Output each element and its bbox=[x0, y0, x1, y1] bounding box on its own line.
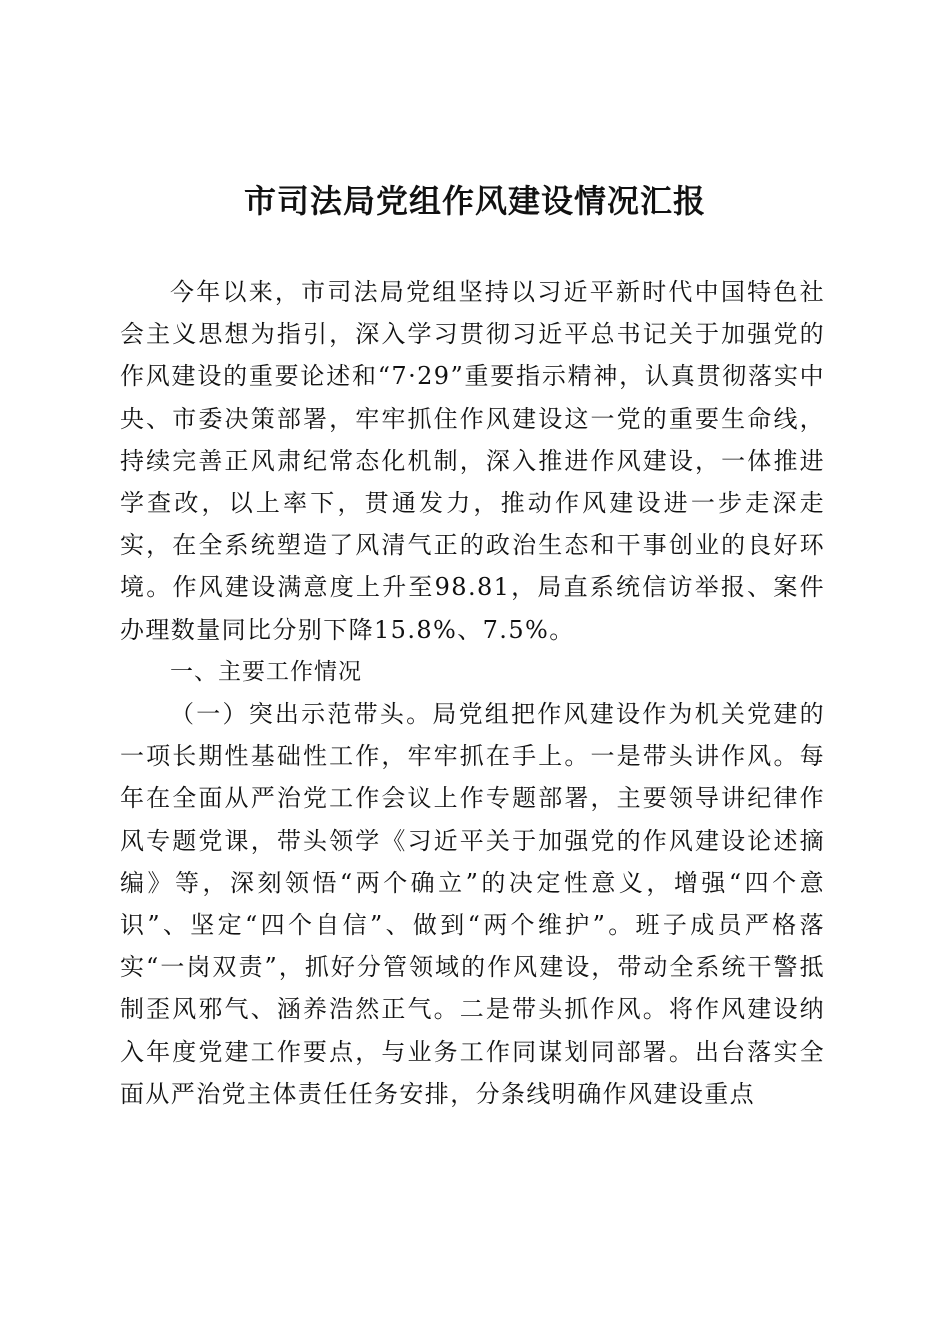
section-heading-main-work: 一、主要工作情况 bbox=[170, 658, 362, 685]
intro-paragraph: 今年以来，市司法局党组坚持以习近平新时代中国特色社会主义思想为指引，深入学习贯彻习近平总书记关于加强党的作风建设的重要论述和“7·29”重要指示精神，认真贯彻落实中央、市委决策部署，牢牢抓住作风建设这一党的重要生命线，持续完善正风肃纪常态化机制，深入推进作风建设，一体推进学查改，以上率下，贯通发力，推动作风建设进一步走深走实，在全系统塑造了风清气正的政治生态和干事创业的良好环境。作风建设满意度上升至98.81，局直系统信访举报、案件办理数量同比分别下降15.8%、7.5%。 bbox=[120, 278, 825, 644]
section-paragraph-exemplary-lead: （一）突出示范带头。局党组把作风建设作为机关党建的一项长期性基础性工作，牢牢抓在手上。一是带头讲作风。每年在全面从严治党工作会议上作专题部署，主要领导讲纪律作风专题党课，带头领学《习近平关于加强党的作风建设论述摘编》等，深刻领悟“两个确立”的决定性意义，增强“四个意识”、坚定“四个自信”、做到“两个维护”。班子成员严格落实“一岗双责”，抓好分管领域的作风建设，带动全系统干警抵制歪风邪气、涵养浩然正气。二是带头抓作风。将作风建设纳入年度党建工作要点，与业务工作同谋划同部署。出台落实全面从严治党主体责任任务安排，分条线明确作风建设重点 bbox=[120, 700, 825, 1108]
document-title: 市司法局党组作风建设情况汇报 bbox=[243, 182, 706, 220]
document-body bbox=[120, 271, 825, 1115]
